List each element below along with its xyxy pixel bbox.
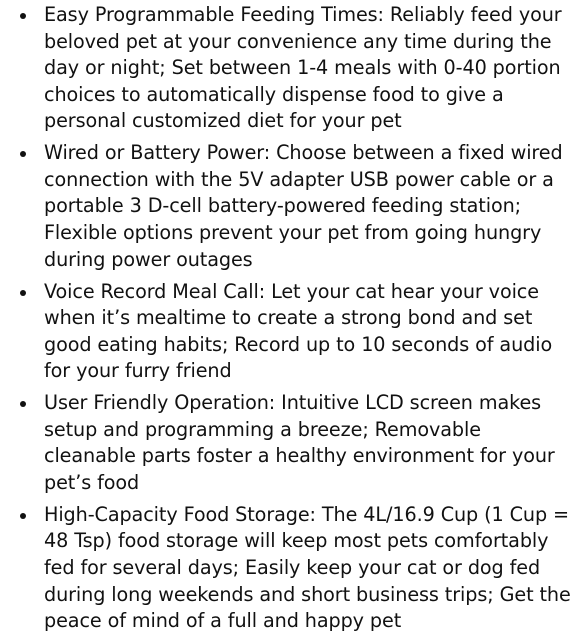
bullet-dot-icon <box>20 513 26 519</box>
feature-bullet-voice-record <box>0 279 585 385</box>
feature-text: Easy Programmable Feeding Times: Reliably feed your beloved pet at your convenience any time during the day or night; Set between 1-4 meals with 0-40 portion choices to automatically dispense food to give a personal customized diet for your pet <box>44 3 562 133</box>
feature-text: Wired or Battery Power: Choose between a fixed wired connection with the 5V adapter USB power cable or a portable 3 D-cell battery-powered feeding station; Flexible options prevent your pet from going hungry during power outages <box>44 141 563 271</box>
bullet-dot-icon <box>20 151 26 157</box>
feature-bullet-power-options <box>0 140 585 273</box>
feature-bullet-user-friendly <box>0 390 585 496</box>
feature-text: Voice Record Meal Call: Let your cat hear your voice when it’s mealtime to create a strong bond and set good eating habits; Record up to 10 seconds of audio for your furry friend <box>44 279 553 383</box>
bullet-dot-icon <box>20 401 26 407</box>
feature-text: High-Capacity Food Storage: The 4L/16.9 Cup (1 Cup = 48 Tsp) food storage will keep most pets comfortably fed for several days; Easily keep your cat or dog fed during long weekends and short business trips; Get the peace of mind of a full and happy pet <box>44 502 571 633</box>
bullet-dot-icon <box>20 13 26 19</box>
bullet-dot-icon <box>20 290 26 296</box>
feature-text: User Friendly Operation: Intuitive LCD screen makes setup and programming a breeze; Removable cleanable parts foster a healthy environment for your pet’s food <box>44 391 555 494</box>
feature-bullet-programmable-feeding <box>0 2 585 135</box>
feature-bullet-food-storage <box>0 502 585 635</box>
